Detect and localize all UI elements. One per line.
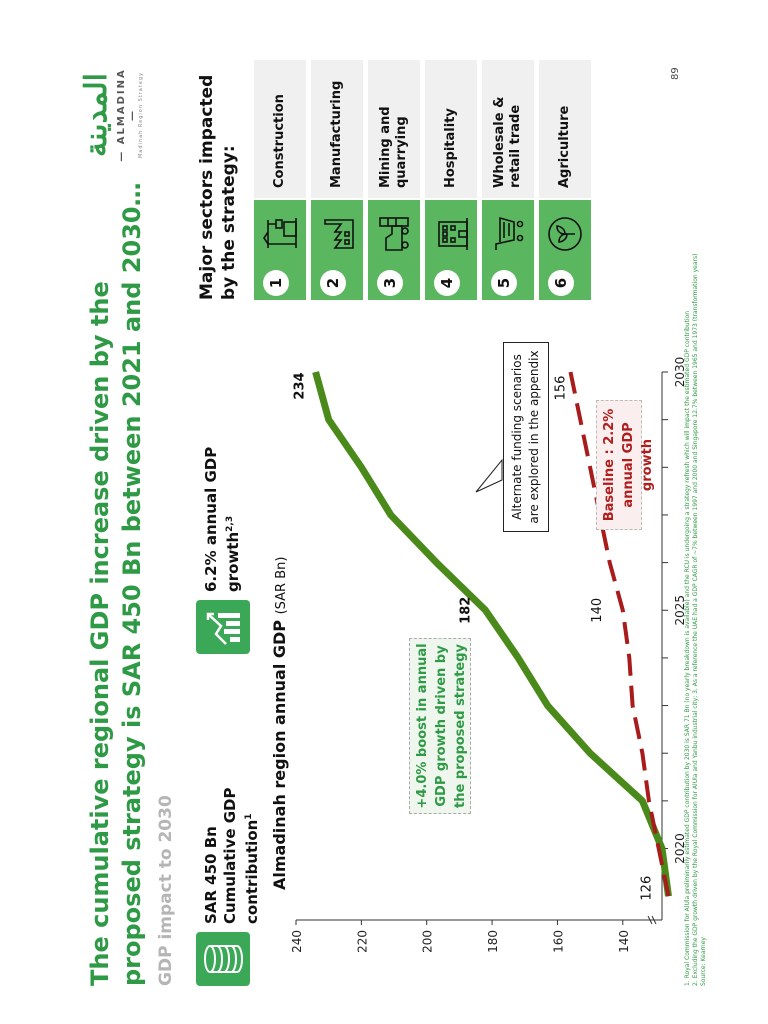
- sector-number: 6: [548, 270, 574, 296]
- hotel-icon: [433, 216, 469, 252]
- footnote-source: Source: Kearney: [700, 937, 707, 986]
- sectors-heading: Major sectors impacted by the strategy:: [197, 74, 239, 300]
- data-label: 140: [589, 597, 605, 623]
- chart-title-text: Almadinah region annual GDP: [270, 619, 289, 890]
- sector-number: 5: [491, 270, 517, 296]
- y-tick-label: 200: [420, 930, 435, 953]
- plant-sprout-icon: [547, 216, 583, 252]
- sector-label: Agriculture: [539, 60, 591, 198]
- slide-subtitle: GDP impact to 2030: [156, 795, 176, 986]
- alternate-scenarios-callout: Alternate funding scenarios are explored in the appendix: [503, 342, 549, 532]
- mining-truck-icon: [376, 216, 412, 252]
- footnotes: [684, 86, 708, 986]
- data-label: 126: [639, 875, 655, 901]
- logo-arabic: المدينة: [79, 72, 114, 158]
- sector-label: Construction: [254, 60, 306, 198]
- kpi-annual-growth-footnote: 2,3: [225, 515, 235, 532]
- slide-title: The cumulative regional GDP increase driven by the proposed strategy is SAR 450 Bn between 2021 and 2030…: [86, 182, 146, 986]
- boost-annotation: +4.0% boost in annual GDP growth driven by the proposed strategy: [409, 638, 471, 814]
- sector-row: [425, 60, 477, 300]
- page-number: 89: [670, 67, 681, 80]
- y-tick-label: 180: [486, 930, 501, 953]
- callout-pointer: [476, 460, 502, 492]
- x-tick-label: 2030: [673, 356, 687, 388]
- kpi-cumulative-gdp-text: SAR 450 Bn Cumulative GDP contribution: [202, 787, 261, 924]
- sector-number: 3: [377, 270, 403, 296]
- construction-crane-icon: [262, 216, 298, 252]
- sector-label: Mining and quarrying: [368, 60, 420, 198]
- y-tick-label: 160: [551, 930, 566, 953]
- sector-row: [254, 60, 306, 300]
- y-tick-label: 220: [355, 930, 370, 953]
- sector-row: [368, 60, 420, 300]
- y-tick-label: 140: [616, 930, 631, 953]
- slide: [64, 40, 730, 1000]
- sector-row: [311, 60, 363, 300]
- kpi-cumulative-gdp-footnote: 1: [244, 813, 254, 820]
- sector-row: [539, 60, 591, 300]
- data-label: 156: [553, 375, 569, 401]
- x-tick-label: 2025: [673, 594, 687, 626]
- sector-label: Wholesale & retail trade: [482, 60, 534, 198]
- footnote-1: 1. Royal Commission for AlUla preliminarily estimated GDP contribution by 2030 is SAR 71 Bn (no yearly breakdown is available) and the RCU is undergoing a strategy refresh which will impact the estimated GDP contribution: [684, 310, 691, 986]
- kpi-annual-growth-text: 6.2% annual GDP growth: [202, 446, 242, 592]
- data-label: 234: [292, 372, 308, 400]
- chart-unit: (SAR Bn): [274, 556, 289, 615]
- x-tick-label: 2020: [673, 833, 687, 864]
- footnote-2: 2. Excluding the GDP growth driven by the Royal Commission for AlUla and Yanbu industrial city; 3. As a reference the UAE had a GDP CAGR of ~7% between 1997 and 2000 and Singapore 12.7% between 1965 and 1973 (transformation years): [692, 253, 699, 986]
- sector-number: 4: [434, 270, 460, 296]
- logo-english: — ALMADINA —: [116, 68, 138, 162]
- sector-number: 1: [263, 270, 289, 296]
- sector-row: [482, 60, 534, 300]
- sector-label: Manufacturing: [311, 60, 363, 198]
- data-label: 182: [458, 596, 474, 624]
- sector-number: 2: [320, 270, 346, 296]
- factory-icon: [319, 216, 355, 252]
- logo-tagline: Madinah Region Strategy: [138, 71, 144, 159]
- y-tick-label: 240: [290, 930, 304, 953]
- sector-label: Hospitality: [425, 60, 477, 198]
- shopping-cart-icon: [490, 216, 526, 252]
- baseline-annotation: Baseline : 2.2% annual GDP growth: [596, 400, 642, 530]
